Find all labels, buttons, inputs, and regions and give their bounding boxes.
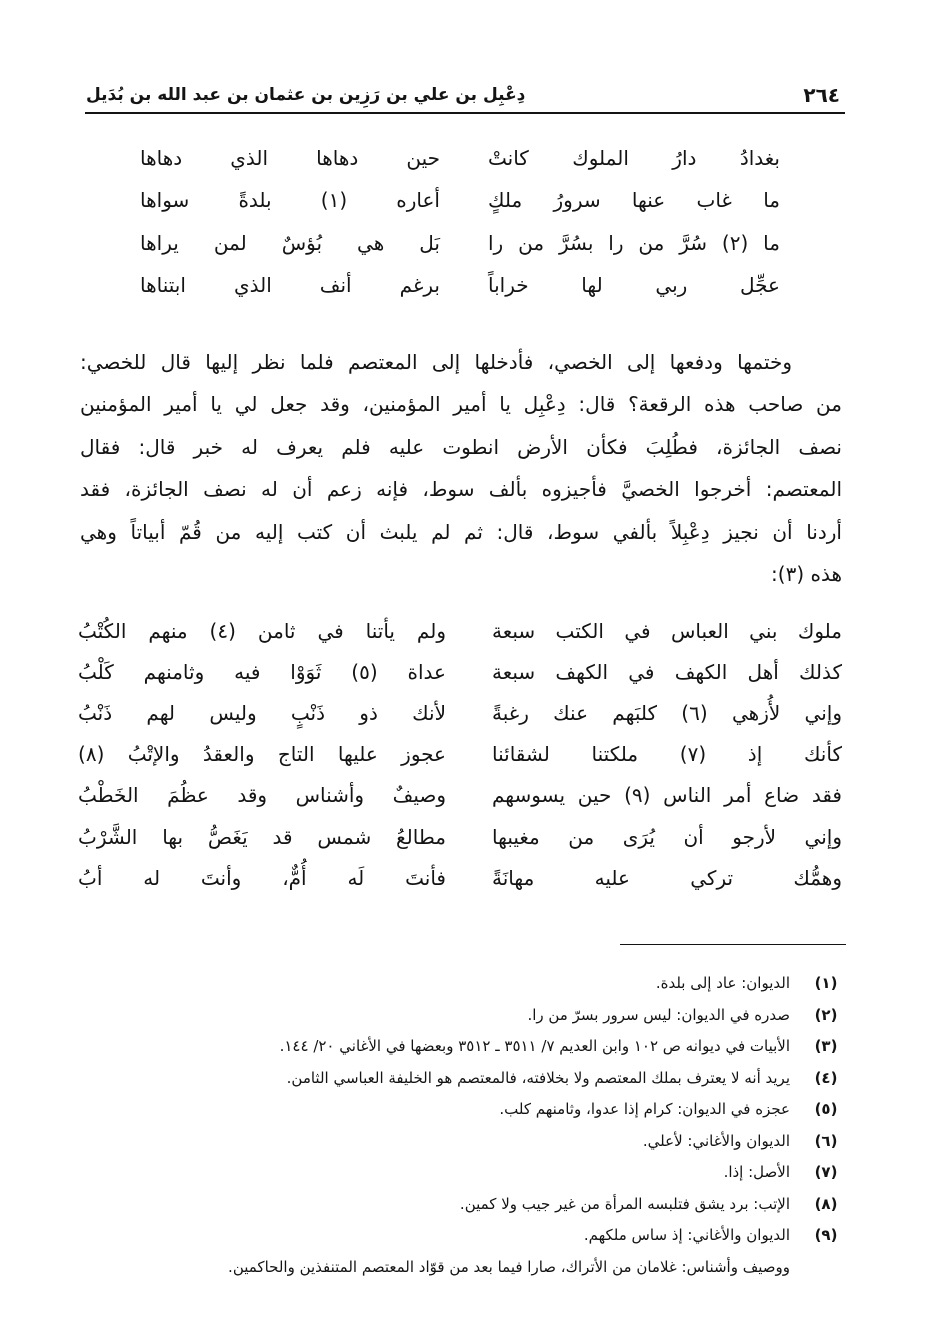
footnote-number: (٨) <box>814 1194 838 1213</box>
footnote-number: (٩) <box>814 1226 838 1244</box>
second-hemistich: وصيفٌ وأشناس وقد عظُمَ الخَطْبُ <box>78 783 446 808</box>
second-hemistich: بَل هي بُؤسٌ لمن يراها <box>140 230 440 255</box>
second-hemistich: عداة (٥) ثَوَوْا فيه وثامنهم كَلْبُ <box>78 659 446 684</box>
footnote-number: (٥) <box>814 1100 838 1118</box>
poem-verse <box>78 734 842 775</box>
second-hemistich: مطالعُ شمس قد يَغَصُّ بها الشَّرْبُ <box>78 824 446 849</box>
footnote-text: الديوان: عاد إلى بلدة. <box>655 974 790 992</box>
footnote <box>112 1189 842 1221</box>
first-hemistich: وإني لأرجو أن يُرَى من مغيبها <box>492 824 842 849</box>
footnote <box>112 968 842 1000</box>
footnote <box>112 1157 842 1189</box>
footnote <box>112 1220 842 1252</box>
footnote-number: (١) <box>814 974 838 992</box>
first-hemistich: وهمُّك تركي عليه مهانَةً <box>492 865 842 890</box>
prose-line: المعتصم: أخرجوا الخصيَّ فأجيزوه بألف سوط، فإنه زعم أن له نصف الجائزة، فقد <box>80 477 842 502</box>
footnote-text: الديوان والأغاني: لأعلي. <box>642 1131 790 1150</box>
first-hemistich: بغدادُ دارُ الملوك كانتْ <box>488 146 780 171</box>
first-hemistich: فقد ضاع أمر الناس (٩) حين يسوسهم <box>492 783 842 808</box>
footnote-text: صدره في الديوان: ليس سرور بسرّ من را. <box>527 1005 790 1024</box>
footnote <box>112 1063 842 1095</box>
second-hemistich: حين دهاها الذي دهاها <box>140 146 440 171</box>
footnote-number-spacer <box>810 1252 842 1284</box>
poem-verse <box>78 816 842 857</box>
footnote <box>112 1000 842 1032</box>
footnote-number: (٦) <box>814 1131 838 1150</box>
footnote <box>112 1031 842 1063</box>
running-title: دِعْبِل بن علي بن رَزِين بن عثمان بن عبد الله بن بُدَيل <box>86 85 526 105</box>
prose-line: هذه (٣): <box>771 561 842 586</box>
poem-verse <box>78 610 842 651</box>
poem-two <box>78 610 842 898</box>
prose-paragraph <box>80 341 842 595</box>
poem-verse <box>78 651 842 692</box>
second-hemistich: أعاره (١) بلدةً سواها <box>140 188 440 213</box>
first-hemistich: كأنك إذ (٧) ملكتنا لشقائنا <box>492 742 842 767</box>
prose-line: وختمها ودفعها إلى الخصي، فأدخلها إلى المعتصم فلما نظر إليها قال للخصي: <box>80 350 792 374</box>
first-hemistich: ما (٢) سُرَّ من را بسُرَّ من را <box>488 230 780 255</box>
poem-verse <box>140 137 780 179</box>
footnote-text: يريد أنه لا يعترف بملك المعتصم ولا بخلافته، فالمعتصم هو الخليفة العباسي الثامن. <box>286 1068 790 1087</box>
poem-verse <box>140 222 780 264</box>
poem-verse <box>140 179 780 221</box>
first-hemistich: كذلك أهل الكهف في الكهف سبعة <box>492 659 842 684</box>
footnote-number: (٤) <box>814 1068 838 1087</box>
second-hemistich: فأنتَ لَه أُمٌّ، وأنتَ له أبُ <box>78 865 446 890</box>
footnote <box>112 1094 842 1126</box>
footnote-number: (٢) <box>814 1005 838 1024</box>
poem-verse <box>78 775 842 816</box>
first-hemistich: ما غاب عنها سرورُ ملكٍ <box>488 188 780 213</box>
footnote-text: الأصل: إذا. <box>723 1163 790 1181</box>
first-hemistich: وإني لأُزهي (٦) كلبَهم عنك رغبةً <box>492 700 843 725</box>
poem-one <box>140 137 780 306</box>
second-hemistich: عجوز عليها التاج والعقدُ والإتْبُ (٨) <box>78 742 446 767</box>
footnote-text: الإتب: برد يشق فتلبسه المرأة من غير جيب ولا كمين. <box>459 1194 790 1213</box>
poem-verse <box>78 857 842 898</box>
second-hemistich: برغم أنف الذي ابتناها <box>140 273 440 298</box>
footnote-continuation-row <box>112 1252 842 1284</box>
prose-line: نصف الجائزة، فطُلِبَ فكأن الأرض انطوت عليه فلم يعرف له خبر قال: فقال <box>80 434 842 459</box>
footnote-continuation: ووصيف وأشناس: غلامان من الأتراك، صارا فيما بعد من قوّاد المعتصم المتنفذين والحاكمين. <box>228 1257 790 1276</box>
poem-verse <box>78 692 842 733</box>
prose-line: أردنا أن نجيز دِعْبِلاً بألفي سوط، قال: ثم لم يلبث أن كتب إليه من قُمّ أبياتاً وهي <box>80 519 842 544</box>
footnote-number: (٣) <box>814 1037 838 1055</box>
second-hemistich: ولم يأتنا في ثامن (٤) منهم الكُتْبُ <box>78 618 446 643</box>
footnote-separator <box>620 944 846 945</box>
footnote-text: الديوان والأغاني: إذ ساس ملكهم. <box>583 1226 790 1244</box>
first-hemistich: ملوك بني العباس في الكتب سبعة <box>492 618 842 643</box>
header-rule <box>85 112 845 114</box>
footnote-text: الأبيات في ديوانه ص ١٠٢ وابن العديم ٧/ ٣٥١١ ـ ٣٥١٢ وبعضها في الأغاني ٢٠/ ١٤٤. <box>279 1037 790 1055</box>
footnote-number: (٧) <box>814 1163 838 1181</box>
second-hemistich: لأنك ذو ذَنْبٍ وليس لهم ذَنْبُ <box>78 700 446 725</box>
footnotes <box>112 968 842 1283</box>
first-hemistich: عجِّل ربي لها خراباً <box>488 273 780 298</box>
footnote <box>112 1126 842 1158</box>
prose-line: من صاحب هذه الرقعة؟ قال: دِعْبِل يا أمير المؤمنين، وقد جعل لي يا أمير المؤمنين <box>80 392 842 417</box>
footnote-text: عجزه في الديوان: كرام إذا عدوا، وثامنهم كلب. <box>499 1100 790 1118</box>
page-number: ٢٦٤ <box>803 83 840 107</box>
poem-verse <box>140 264 780 306</box>
